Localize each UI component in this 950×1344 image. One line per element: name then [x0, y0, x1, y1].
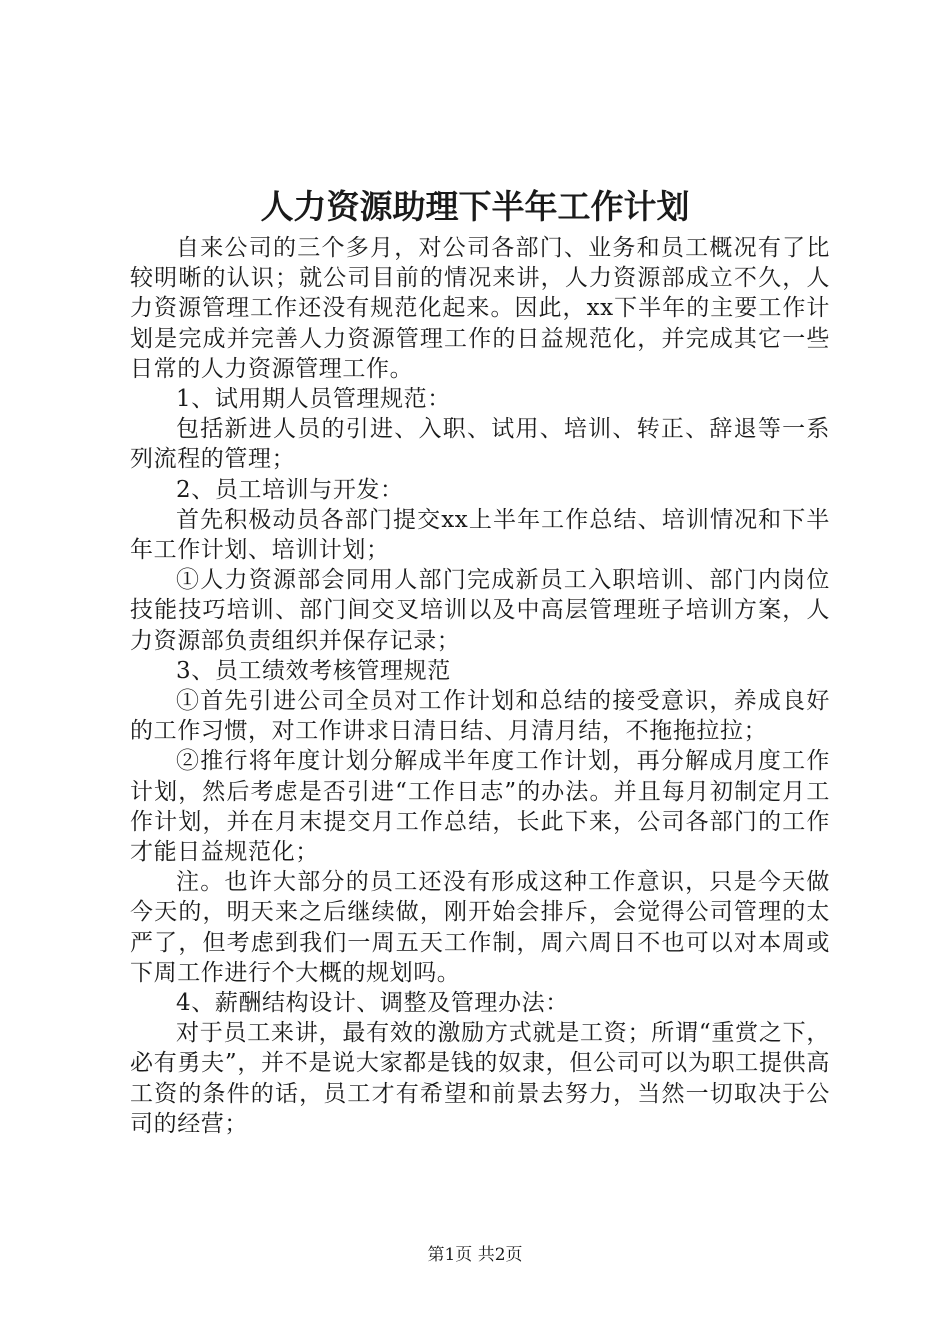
paragraph-performance-item-1: ①首先引进公司全员对工作计划和总结的接受意识，养成良好的工作习惯，对工作讲求日清日结、月清月结，不拖拖拉拉； [130, 688, 830, 745]
document-title: 人力资源助理下半年工作计划 [260, 187, 690, 226]
paragraph-note: 注。也许大部分的员工还没有形成这种工作意识，只是今天做今天的，明天来之后继续做，刚开始会排斥，会觉得公司管理的太严了，但考虑到我们一周五天工作制，周六周日不也可以对本周或下周工作进行个大概的规划吗。 [130, 869, 830, 986]
paragraph-intro: 自来公司的三个多月，对公司各部门、业务和员工概况有了比较明晰的认识；就公司目前的情况来讲，人力资源部成立不久，人力资源管理工作还没有规范化起来。因此，xx下半年的主要工作计划是完成并完善人力资源管理工作的日益规范化，并完成其它一些日常的人力资源管理工作。 [130, 235, 830, 382]
paragraph-training-first: 首先积极动员各部门提交xx上半年工作总结、培训情况和下半年工作计划、培训计划； [130, 506, 830, 564]
heading-performance-appraisal: 3、员工绩效考核管理规范 [176, 657, 451, 684]
paragraph-training-item-1: ①人力资源部会同用人部门完成新员工入职培训、部门内岗位技能技巧培训、部门间交叉培训以及中高层管理班子培训方案，人力资源部负责组织并保存记录； [130, 567, 830, 654]
heading-salary-structure: 4、薪酬结构设计、调整及管理办法： [176, 990, 569, 1017]
page-number-footer: 第1页 共2页 [427, 1245, 523, 1265]
document-body [130, 233, 830, 1139]
paragraph-performance-item-2: ②推行将年度计划分解成半年度工作计划，再分解成月度工作计划，然后考虑是否引进“工作日志”的办法。并且每月初制定月工作计划，并在月末提交月工作总结，长此下来，公司各部门的工作才能日益规范化； [130, 748, 830, 866]
paragraph-probation-detail: 包括新进人员的引进、入职、试用、培训、转正、辞退等一系列流程的管理； [130, 416, 830, 473]
heading-probation-management: 1、试用期人员管理规范： [176, 386, 451, 413]
heading-training-development: 2、员工培训与开发： [176, 476, 404, 503]
paragraph-salary-detail: 对于员工来讲，最有效的激励方式就是工资；所谓“重赏之下，必有勇夫”，并不是说大家都是钱的奴隶，但公司可以为职工提供高工资的条件的话，员工才有希望和前景去努力，当然一切取决于公司的经营； [130, 1020, 830, 1137]
